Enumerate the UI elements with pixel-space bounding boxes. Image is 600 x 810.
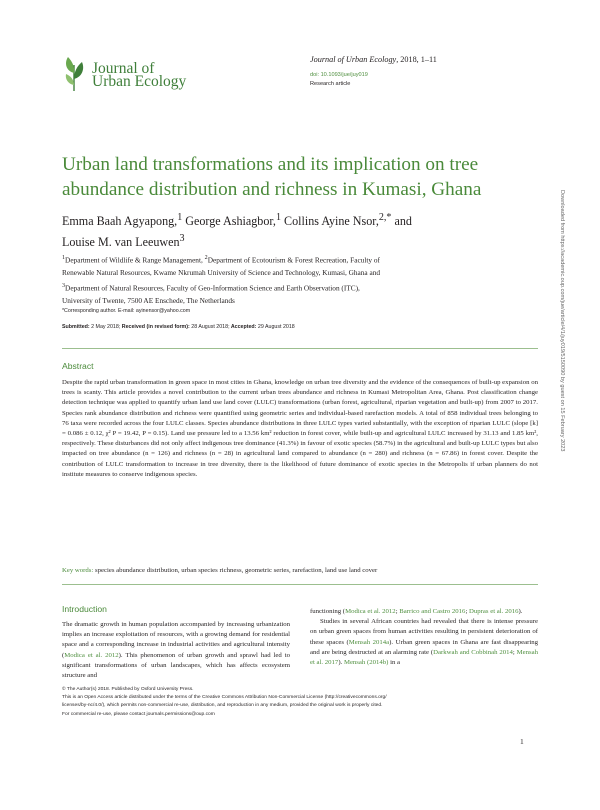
citation-separator: ; [395, 608, 400, 615]
abstract-heading: Abstract [62, 361, 94, 371]
page-number: 1 [520, 737, 524, 746]
footer-line-2: This is an Open Access article distributed under the terms of the Creative Commons Attribution Non-Commercial License (http://creativecommons.org/ [62, 695, 387, 701]
intro-column-1 [62, 620, 290, 681]
intro-column-2 [310, 607, 538, 668]
journal-logo-text [92, 62, 186, 88]
article-dates [62, 324, 295, 330]
keywords-label: Key words: [62, 567, 94, 574]
accepted-label: Accepted: [229, 324, 257, 330]
logo-line-2: Urban Ecology [92, 73, 187, 90]
affil-line-1a: Department of Wildlife & Range Management, [65, 255, 205, 265]
abstract-text: Despite the rapid urban transformation in green space in most cities in Ghana, knowledge on urban tree diversity and the evidence of the consequences of built-up expansion on trees is scanty. This article provides a novel contribution to the current urban trees abundance and richness in Kumasi Metropolitan Area, Ghana. Post classification change detection technique was applied to quantify urban land use land cover (LULC) transformations (urban forest, agricultural, riparian vegetation and built-up) from 2007 to 2017. Species rank abundance distribution and richness were quantified using geometric series and individual-based rarefaction models. A total of 858 individual trees belonging to 76 taxa were recorded across the four LULC classes. Species abundance distributions in three LULC types varied substantially, with the exception of riparian LULC (slope [k] = 0.086 ± 0.12, χ² P = 19.42, P = 0.15). Land use pressure led to a 13.56 km² reduction in forest cover, while built-up and agricultural LULC increased by 31.13 and 1.85 km², respectively. These disturbances did not only affect indigenous tree dominance (41.3%) in favour of exotic species (58.7%) in the agricultural and built-up LULC types but also impacted on tree abundance (n = 126) and richness (n = 28) in agricultural land compared to abundance (n = 280) and richness (n = 67.86) in forest cover. Despite the contribution of LULC transformation to increase in tree diversity, there is the likelihood of future dominance of exotic species in the Metropolis if urban planners do not institute measures to conserve indigenous species. [62, 379, 538, 478]
introduction-heading: Introduction [62, 604, 107, 614]
author-2[interactable]: George Ashiagbor, [182, 214, 276, 229]
article-title: Urban land transformations and its implication on tree abundance distribution and richness in Kumasi, Ghana [62, 154, 482, 200]
intro-col2-text-2: ). [518, 608, 523, 615]
citation-link[interactable]: Darkwah and Cobbinah 2014 [433, 648, 513, 656]
journal-year-pages: , 2018, 1–11 [396, 55, 437, 64]
citation-link[interactable]: Mensah et al. 2017 [310, 648, 538, 667]
author-3-affil: 2,* [378, 212, 392, 223]
author-4-affil: 3 [179, 233, 185, 245]
affil-line-3: Department of Natural Resources, Faculty of Geo-Information Science and Earth Observation (ITC), [65, 283, 360, 293]
intro-col2-p2a: Studies in several African countries had revealed that there is intense pressure on urban green spaces from human activities resulting in persistent deterioration of these spaces ( [310, 618, 538, 646]
intro-col2-p2d: in a [388, 659, 400, 667]
journal-name: Journal of Urban Ecology [310, 55, 397, 64]
author-3[interactable]: Collins Ayine Nsor, [281, 214, 379, 229]
footer-line-3: licenses/by-nc/4.0/), which permits non-commercial re-use, distribution, and reproduction in any medium, provided the original work is properly cited. [62, 703, 383, 709]
affil-sup-3: 3 [62, 282, 66, 289]
submitted-label: Submitted: [62, 324, 90, 330]
affiliations [62, 252, 542, 307]
article-type: Research article [310, 81, 351, 87]
intro-col1-text-2: ). This phenomenon of urban growth and sprawl had led to significant transformations of urban landscapes, which has affects ecosystem structure and [62, 651, 290, 680]
author-1[interactable]: Emma Baah Agyapong, [62, 214, 178, 229]
download-watermark: Downloaded from https://academic.oup.com/jue/article/4/1/juy019/5150090 by guest on 15 February 2023 [559, 190, 565, 452]
footer-line-1: © The Author(s) 2018. Published by Oxford University Press. [62, 687, 194, 692]
revised-date: 28 August 2018; [189, 324, 230, 330]
license-footer [62, 686, 542, 719]
accepted-date: 29 August 2018 [256, 324, 295, 330]
author-4[interactable]: Louise M. van Leeuwen [62, 235, 180, 250]
affil-line-4: University of Twente, 7500 AE Enschede, The Netherlands [62, 295, 235, 305]
journal-logo-leaf-icon [62, 55, 86, 93]
citation-separator: ; [512, 648, 517, 656]
keywords [62, 567, 538, 574]
revised-label: Received (in revised form): [120, 324, 190, 330]
submitted-date: 2 May 2018; [89, 324, 121, 330]
author-1-affil: 1 [177, 212, 183, 223]
affil-line-1b: Department of Ecotourism & Forest Recreation, Faculty of [207, 255, 380, 265]
logo-line-1: Journal of [92, 60, 155, 77]
footer-line-4: For commercial re-use, please contact journals.permissions@oup.com [62, 711, 215, 717]
intro-col1-text: The dramatic growth in human population accompanied by increasing urbanization implies an increase exploitation of resources, with a growing demand for residential space and a corresponding increase in industrial activities and agricultural intensity ( [62, 621, 290, 659]
affil-sup-2: 2 [204, 255, 208, 261]
corresponding-author: *Corresponding author. E-mail: ayinensor@yahoo.com [62, 308, 191, 314]
citation-link[interactable]: Modica et al. 2012 [345, 608, 396, 615]
citation-link[interactable]: Dupras et al. 2016 [469, 608, 519, 615]
keywords-text: species abundance distribution, urban species richness, geometric series, rarefaction, land use land cover [93, 567, 378, 574]
citation-separator: ; [465, 608, 470, 615]
affil-line-2: Renewable Natural Resources, Kwame Nkrumah University of Science and Technology, Kumasi, Ghana and [62, 268, 381, 278]
intro-col2-p2c: ). [338, 659, 344, 667]
author-and: and [391, 214, 412, 229]
citation-link[interactable]: Modica et al. 2012 [64, 651, 119, 659]
citation-link[interactable]: Barrico and Castro 2016 [399, 608, 466, 615]
divider-bottom [62, 584, 538, 585]
divider-top [62, 348, 538, 349]
doi-link[interactable]: doi: 10.1093/jue/juy019 [310, 72, 368, 78]
author-list [62, 209, 542, 251]
journal-reference [310, 55, 437, 64]
intro-col2-text: functioning ( [310, 608, 346, 615]
intro-col2-p2b: ). Urban green spaces in Ghana are fast disappearing and are being destructed at an alarming rate ( [310, 638, 538, 656]
affil-sup-1: 1 [62, 255, 66, 261]
citation-link[interactable]: Mensah 2014a [348, 638, 390, 646]
citation-link[interactable]: Mensah (2014b) [343, 659, 389, 667]
author-2-affil: 1 [275, 212, 281, 223]
